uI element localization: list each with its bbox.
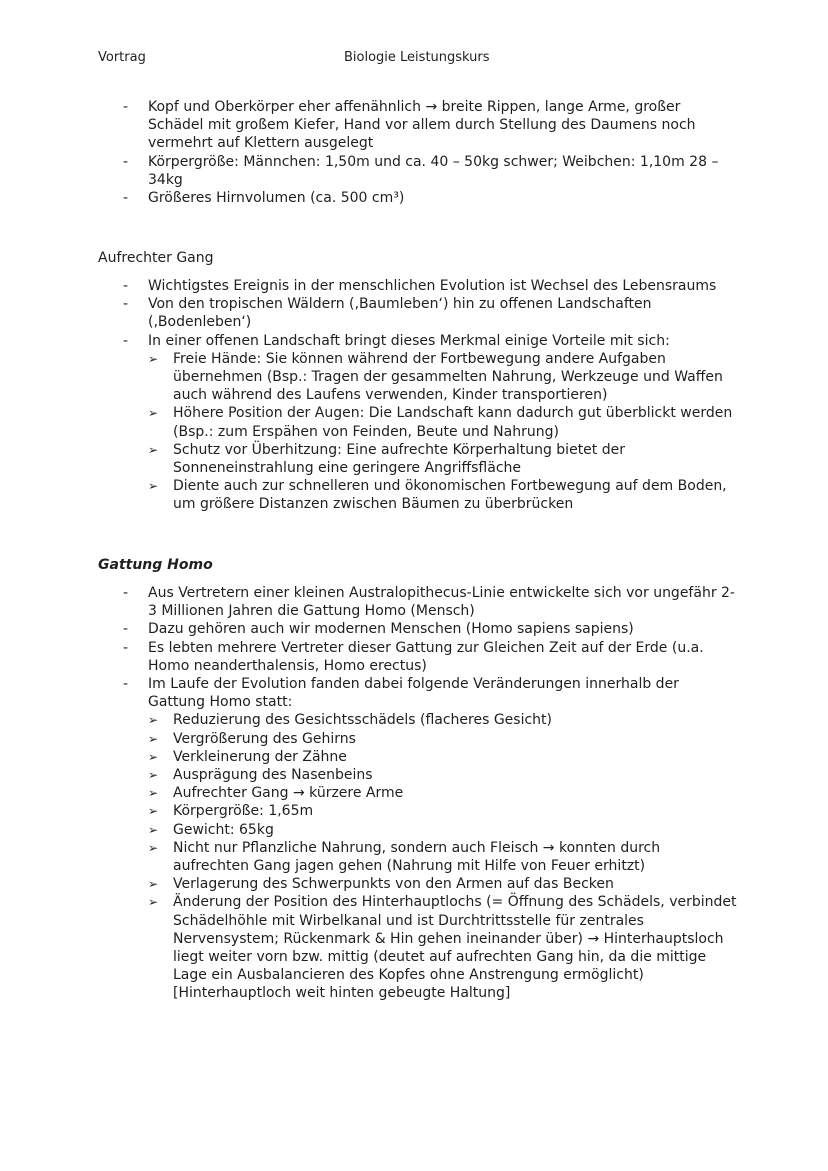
sublist-item: ➢ Ausprägung des Nasenbeins: [148, 767, 373, 784]
sublist-item: ➢ Verkleinerung der Zähne: [148, 748, 347, 765]
section-heading: Gattung Homo: [98, 557, 213, 573]
list-item: - In einer offenen Landschaft bringt dieses Merkmal einige Vorteile mit sich: ➢ Freie Hände: Sie können während der Fortbewegung andere Aufgaben übernehmen (Bsp.: Tragen der gesammelten Nahrung, Werkzeuge und Waffen auch während des Laufens verwenden, Kinder transportieren) ➢ Höhere Position der Augen: Die Landschaft kann dadurch gut überblickt werden (Bsp.: zum Erspähen von Feinden, Beute und Nahrung) ➢ Schutz vor Überhitzung: Eine aufrechte Körperhaltung bietet der Sonneneinstrahlung eine geringere Angriffsfläche ➢ Diente auch zur schnelleren und ökonomischen Fortbewegung auf dem Boden, um größere Distanzen zwischen Bäumen zu überbrücken: [98, 332, 738, 514]
arrow-bullet-icon: ➢: [148, 351, 159, 366]
arrow-bullet-icon: ➢: [148, 786, 159, 801]
arrow-bullet-icon: ➢: [148, 713, 159, 728]
arrow-bullet-icon: ➢: [148, 840, 159, 855]
arrow-bullet-icon: ➢: [148, 442, 159, 457]
dash-marker: -: [123, 676, 129, 693]
header-left: Vortrag: [98, 50, 146, 65]
dash-marker: -: [123, 585, 129, 601]
sublist-item: ➢ Gewicht: 65kg: [148, 821, 274, 838]
dash-marker: -: [123, 639, 129, 656]
sublist-item: ➢ Änderung der Position des Hinterhauptlochs (= Öffnung des Schädels, verbindet Schädelhöhle mit Wirbelkanal und ist Durchtrittsstelle für zentrales Nervensystem; Rückenmark & Hin gehen ineinander über) → Hinterhauptsloch liegt weiter vorn bzw. mittig (deutet auf aufrechten Gang hin, da die mittige Lage ein Ausbalancieren des Kopfes ohne Anstrengung ermöglicht) [Hinterhauptloch weit hinten gebeugte Haltung]: [148, 894, 737, 1002]
aufrechter-gang-section: [98, 249, 738, 514]
sublist-item: ➢ Höhere Position der Augen: Die Landschaft kann dadurch gut überblickt werden (Bsp.: zum Erspähen von Feinden, Beute und Nahrung): [148, 405, 733, 440]
page-header: [98, 50, 730, 70]
sublist-item: ➢ Vergrößerung des Gehirns: [148, 730, 356, 747]
arrow-bullet-icon: ➢: [148, 406, 159, 421]
aufrecht-sublist: [148, 350, 738, 514]
homo-list: [98, 584, 738, 1003]
list-item: - Dazu gehören auch wir modernen Menschen (Homo sapiens sapiens): [123, 621, 634, 638]
list-item: - Im Laufe der Evolution fanden dabei folgende Veränderungen innerhalb der Gattung Homo statt: ➢ Reduzierung des Gesichtsschädels (flacheres Gesicht) ➢ Vergrößerung des Gehirns ➢ Verkleinerung der Zähne ➢ Ausprägung des Nasenbeins ➢ Aufrechter Gang → kürzere Arme ➢ Körpergröße: 1,65m ➢ Gewicht: 65kg ➢ Nicht nur Pflanzliche Nahrung, sondern auch Fleisch → konnten durch aufrechten Gang jagen gehen (Nahrung mit Hilfe von Feuer erhitzt) ➢ Verlagerung des Schwerpunkts von den Armen auf das Becken ➢ Änderung der Position des Hinterhauptlochs (= Öffnung des Schädels, verbindet Schädelhöhle mit Wirbelkanal und ist Durchtrittsstelle für zentrales Nervensystem; Rückenmark & Hin gehen ineinander über) → Hinterhauptsloch liegt weiter vorn bzw. mittig (deutet auf aufrechten Gang hin, da die mittige Lage ein Ausbalancieren des Kopfes ohne Anstrengung ermöglicht) [Hinterhauptloch weit hinten gebeugte Haltung]: [123, 676, 737, 1002]
list-item: - Aus Vertretern einer kleinen Australopithecus-Linie entwickelte sich vor ungefähr 2-3 Millionen Jahren die Gattung Homo (Mensch): [123, 585, 735, 620]
aufrecht-list: [98, 277, 738, 514]
dash-marker: -: [123, 278, 129, 294]
list-item: - Wichtigstes Ereignis in der menschlichen Evolution ist Wechsel des Lebensraums: [123, 278, 717, 294]
list-item: - Größeres Hirnvolumen (ca. 500 cm³): [123, 190, 405, 207]
sublist-item: ➢ Aufrechter Gang → kürzere Arme: [148, 785, 404, 802]
sublist-item: ➢ Verlagerung des Schwerpunkts von den Armen auf das Becken: [148, 876, 614, 893]
dash-marker: -: [123, 99, 129, 115]
sublist-item: ➢ Freie Hände: Sie können während der Fortbewegung andere Aufgaben übernehmen (Bsp.: Tragen der gesammelten Nahrung, Werkzeuge und Waffen auch während des Laufens verwenden, Kinder transportieren): [148, 350, 723, 404]
list-item: - Körpergröße: Männchen: 1,50m und ca. 40 – 50kg schwer; Weibchen: 1,10m 28 – 34kg: [123, 153, 719, 188]
arrow-bullet-icon: ➢: [148, 877, 159, 892]
arrow-bullet-icon: ➢: [148, 749, 159, 764]
arrow-bullet-icon: ➢: [148, 479, 159, 494]
dash-marker: -: [123, 621, 129, 638]
list-item: - Von den tropischen Wäldern (‚Baumleben‘) hin zu offenen Landschaften (‚Bodenleben‘): [123, 296, 652, 331]
section-heading: Aufrechter Gang: [98, 250, 214, 266]
dash-marker: -: [123, 332, 129, 349]
dash-marker: -: [123, 296, 129, 313]
arrow-bullet-icon: ➢: [148, 731, 159, 746]
list-item: - Kopf und Oberkörper eher affenähnlich → breite Rippen, lange Arme, großer Schädel mit großem Kiefer, Hand vor allem durch Stellung des Daumens noch vermehrt auf Klettern ausgelegt: [123, 99, 696, 152]
gattung-homo-section: [98, 556, 738, 1003]
intro-list: [98, 98, 738, 207]
homo-sublist: [148, 711, 738, 1002]
sublist-item: ➢ Nicht nur Pflanzliche Nahrung, sondern auch Fleisch → konnten durch aufrechten Gang jagen gehen (Nahrung mit Hilfe von Feuer erhitzt): [148, 839, 661, 875]
sublist-item: ➢ Schutz vor Überhitzung: Eine aufrechte Körperhaltung bietet der Sonneneinstrahlung eine geringere Angriffsfläche: [148, 441, 625, 477]
arrow-bullet-icon: ➢: [148, 895, 159, 910]
arrow-bullet-icon: ➢: [148, 768, 159, 783]
dash-marker: -: [123, 190, 129, 207]
arrow-bullet-icon: ➢: [148, 804, 159, 819]
arrow-bullet-icon: ➢: [148, 822, 159, 837]
intro-section: [98, 98, 738, 207]
sublist-item: ➢ Körpergröße: 1,65m: [148, 803, 314, 820]
header-center: Biologie Leistungskurs: [344, 50, 490, 65]
list-item: - Es lebten mehrere Vertreter dieser Gattung zur Gleichen Zeit auf der Erde (u.a. Homo neanderthalensis, Homo erectus): [123, 639, 704, 674]
dash-marker: -: [123, 153, 129, 170]
sublist-item: ➢ Reduzierung des Gesichtsschädels (flacheres Gesicht): [148, 712, 552, 729]
sublist-item: ➢ Diente auch zur schnelleren und ökonomischen Fortbewegung auf dem Boden, um größere Distanzen zwischen Bäumen zu überbrücken: [148, 478, 727, 513]
